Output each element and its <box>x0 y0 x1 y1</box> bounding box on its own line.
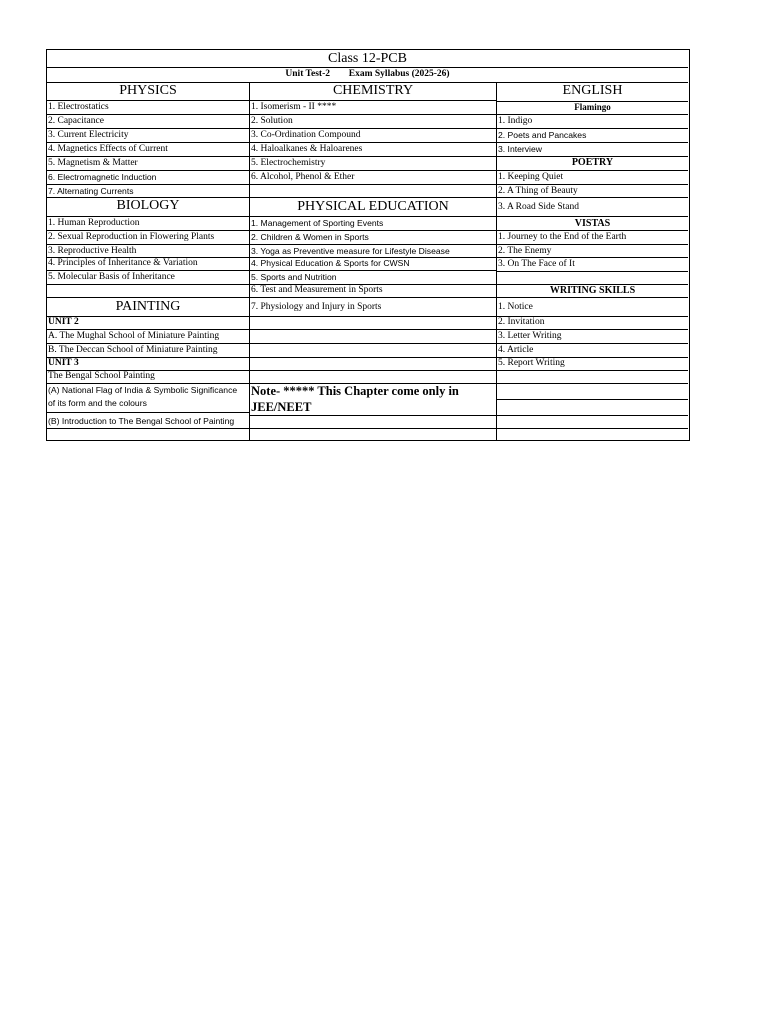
chemistry-item-1: 1. Isomerism - II **** <box>251 102 337 112</box>
painting-unit-3-item-1: The Bengal School Painting <box>48 371 155 381</box>
writing-item-3: 3. Letter Writing <box>498 331 562 341</box>
chemistry-item-3: 3. Co-Ordination Compound <box>251 130 361 140</box>
biology-heading: BIOLOGY <box>116 198 180 213</box>
physics-item-6: 6. Electromagnetic Induction <box>48 172 157 182</box>
physics-item-1: 1. Electrostatics <box>48 102 109 112</box>
physics-item-5: 5. Magnetism & Matter <box>48 158 138 168</box>
writing-item-1: 1. Notice <box>498 302 533 312</box>
physics-item-2: 2. Capacitance <box>48 116 104 126</box>
biology-item-2: 2. Sexual Reproduction in Flowering Plants <box>48 232 215 242</box>
poetry-heading: POETRY <box>571 157 614 168</box>
vistas-heading: VISTAS <box>574 218 611 229</box>
physics-item-4: 4. Magnetics Effects of Current <box>48 144 168 154</box>
painting-heading: PAINTING <box>115 299 181 314</box>
vistas-item-3: 3. On The Face of It <box>498 259 575 269</box>
biology-item-4: 4. Principles of Inheritance & Variation <box>48 258 198 268</box>
biology-item-5: 5. Molecular Basis of Inheritance <box>48 272 175 282</box>
flamingo-item-1: 1. Indigo <box>498 116 533 126</box>
syllabus-sheet <box>46 49 690 441</box>
sheet-subtitle <box>47 68 688 81</box>
english-heading: ENGLISH <box>562 83 623 98</box>
flamingo-item-2: 2. Poets and Pancakes <box>498 130 587 140</box>
biology-item-3: 3. Reproductive Health <box>48 246 137 256</box>
writing-item-2: 2. Invitation <box>498 317 545 327</box>
painting-unit-2-item-b: B. The Deccan School of Miniature Painting <box>48 345 218 355</box>
flamingo-heading: Flamingo <box>574 102 611 112</box>
pe-item-7: 7. Physiology and Injury in Sports <box>251 302 382 312</box>
physical-education-heading: PHYSICAL EDUCATION <box>297 199 449 214</box>
poetry-item-1: 1. Keeping Quiet <box>498 172 564 182</box>
poetry-item-2: 2. A Thing of Beauty <box>498 186 578 196</box>
chemistry-item-4: 4. Haloalkanes & Haloarenes <box>251 144 363 154</box>
unit-test-label: Unit Test-2 <box>285 69 331 79</box>
vistas-item-2: 2. The Enemy <box>498 246 552 256</box>
painting-unit-3-label: UNIT 3 <box>48 358 79 368</box>
pe-item-4: 4. Physical Education & Sports for CWSN <box>251 258 410 268</box>
writing-item-4: 4. Article <box>498 345 534 355</box>
painting-unit-3-item-b: (B) Introduction to The Bengal School of Painting <box>48 416 235 426</box>
writing-item-5: 5. Report Writing <box>498 358 565 368</box>
chemistry-heading: CHEMISTRY <box>332 83 414 98</box>
painting-unit-2-label: UNIT 2 <box>48 317 79 327</box>
vistas-item-1: 1. Journey to the End of the Earth <box>498 232 627 242</box>
painting-unit-2-item-a: A. The Mughal School of Miniature Painting <box>48 331 220 341</box>
physics-heading: PHYSICS <box>119 83 177 98</box>
flamingo-item-3: 3. Interview <box>498 144 542 154</box>
writing-skills-heading: WRITING SKILLS <box>549 285 636 296</box>
poetry-item-3: 3. A Road Side Stand <box>498 202 580 212</box>
chemistry-item-6: 6. Alcohol, Phenol & Ether <box>251 172 355 182</box>
pe-item-2: 2. Children & Women in Sports <box>251 232 369 242</box>
painting-unit-3-item-a: (A) National Flag of India & Symbolic Significance of its form and the colours <box>48 385 238 408</box>
pe-item-3: 3. Yoga as Preventive measure for Lifestyle Disease <box>251 246 450 256</box>
chemistry-item-5: 5. Electrochemistry <box>251 158 326 168</box>
pe-item-6: 6. Test and Measurement in Sports <box>251 285 383 295</box>
sheet-title: Class 12-PCB <box>328 51 407 66</box>
pe-item-5: 5. Sports and Nutrition <box>251 272 337 282</box>
exam-syllabus-label: Exam Syllabus (2025-26) <box>348 69 450 79</box>
pe-item-1: 1. Management of Sporting Events <box>251 218 384 228</box>
biology-item-1: 1. Human Reproduction <box>48 218 140 228</box>
chemistry-item-2: 2. Solution <box>251 116 293 126</box>
jee-neet-note: Note- ***** This Chapter come only in JEE/NEET <box>251 384 459 414</box>
physics-item-7: 7. Alternating Currents <box>48 186 134 196</box>
physics-item-3: 3. Current Electricity <box>48 130 129 140</box>
